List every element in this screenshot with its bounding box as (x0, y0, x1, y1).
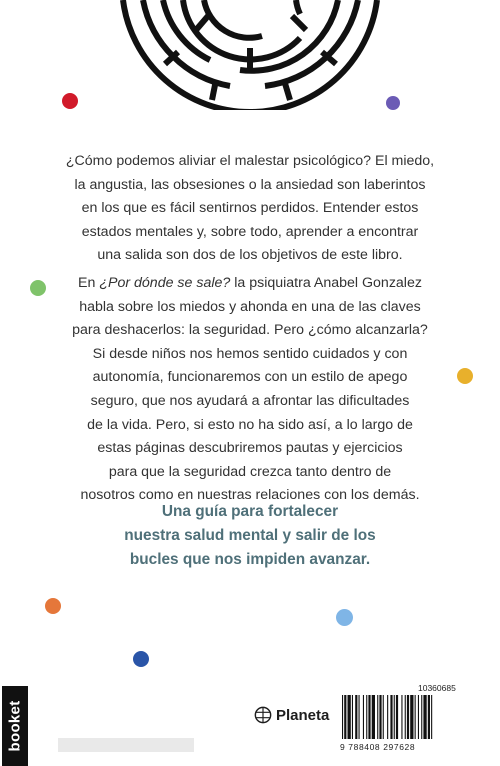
barcode-bar (355, 695, 357, 739)
barcode-bar (368, 695, 370, 739)
text-line: Si desde niños nos hemos sentido cuidados y con (92, 345, 408, 362)
text-line: la angustia, las obsesiones o la ansiedad son laberintos (74, 176, 426, 193)
barcode-bar (366, 695, 367, 739)
barcode-bar (418, 695, 419, 739)
text-line: en los que es fácil sentirnos perdidos. Entender estos (81, 200, 419, 217)
text-line: seguro, que nos ayudará a afrontar las dificultades (90, 392, 410, 409)
barcode-bar (383, 695, 384, 739)
description-paragraph (40, 272, 460, 508)
barcode-bar (344, 695, 346, 739)
isbn-number: 9 788408 297628 (340, 742, 416, 752)
barcode-bar (423, 695, 426, 739)
text-line: para deshacerlos: la seguridad. Pero ¿cómo alcanzarla? (72, 322, 428, 339)
barcode-bar (405, 695, 406, 739)
product-code: 10360685 (418, 683, 456, 693)
booket-logo (2, 686, 28, 766)
text-line: nosotros como en nuestras relaciones con los demás. (80, 487, 420, 504)
barcode-bar (421, 695, 422, 739)
text-fragment: la psiquiatra Anabel Gonzalez (230, 275, 422, 291)
tagline-line: bucles que nos impiden avanzar. (129, 551, 371, 568)
barcode-bar (348, 695, 351, 739)
barcode-bar (359, 695, 360, 739)
barcode-bar (377, 695, 378, 739)
intro-paragraph (40, 150, 460, 268)
text-line: de la vida. Pero, si esto no ha sido así, a lo largo de (87, 416, 413, 433)
red-dot (62, 93, 78, 109)
publisher-name: Planeta (276, 706, 330, 724)
barcode (340, 695, 468, 739)
book-title: ¿Por dónde se sale? (99, 275, 231, 291)
barcode-bar (342, 695, 343, 739)
purple-dot (386, 96, 400, 110)
barcode-bar (407, 695, 409, 739)
text-fragment: En (78, 275, 100, 291)
blue-dot (133, 651, 149, 667)
text-line: habla sobre los miedos y ahonda en una de las claves (79, 298, 421, 315)
barcode-bar (401, 695, 402, 739)
text-line: autonomía, funcionaremos con un estilo de apego (92, 369, 408, 386)
barcode-bar (363, 695, 364, 739)
barcode-bar (415, 695, 416, 739)
tagline-line: nuestra salud mental y salir de los (124, 527, 376, 544)
barcode-bar (372, 695, 375, 739)
tagline (60, 500, 440, 572)
text-line: para que la seguridad crezca tanto dentro de (108, 463, 392, 480)
barcode-bar (379, 695, 381, 739)
text-line: una salida son dos de los objetivos de este libro. (97, 247, 403, 264)
text-line (40, 272, 460, 296)
booket-label: booket (6, 700, 24, 752)
barcode-bar (387, 695, 388, 739)
barcode-bar (428, 695, 430, 739)
redacted-bar (58, 738, 194, 752)
text-line: estas páginas descubriremos pautas y ejercicios (97, 440, 403, 457)
barcode-bar (396, 695, 398, 739)
orange-dot (45, 598, 61, 614)
barcode-bar (410, 695, 413, 739)
barcode-bar (390, 695, 392, 739)
maze-illustration (0, 0, 500, 110)
planeta-globe-icon (254, 706, 272, 724)
text-line: ¿Cómo podemos aliviar el malestar psicológico? El miedo, (65, 153, 435, 169)
text-line: estados mentales y, sobre todo, aprender a encontrar (81, 223, 419, 240)
barcode-bar (394, 695, 395, 739)
barcode-bar (352, 695, 353, 739)
publisher-logo (254, 704, 329, 726)
tagline-line: Una guía para fortalecer (161, 503, 339, 520)
light-blue-dot (336, 609, 353, 626)
barcode-bar (431, 695, 432, 739)
